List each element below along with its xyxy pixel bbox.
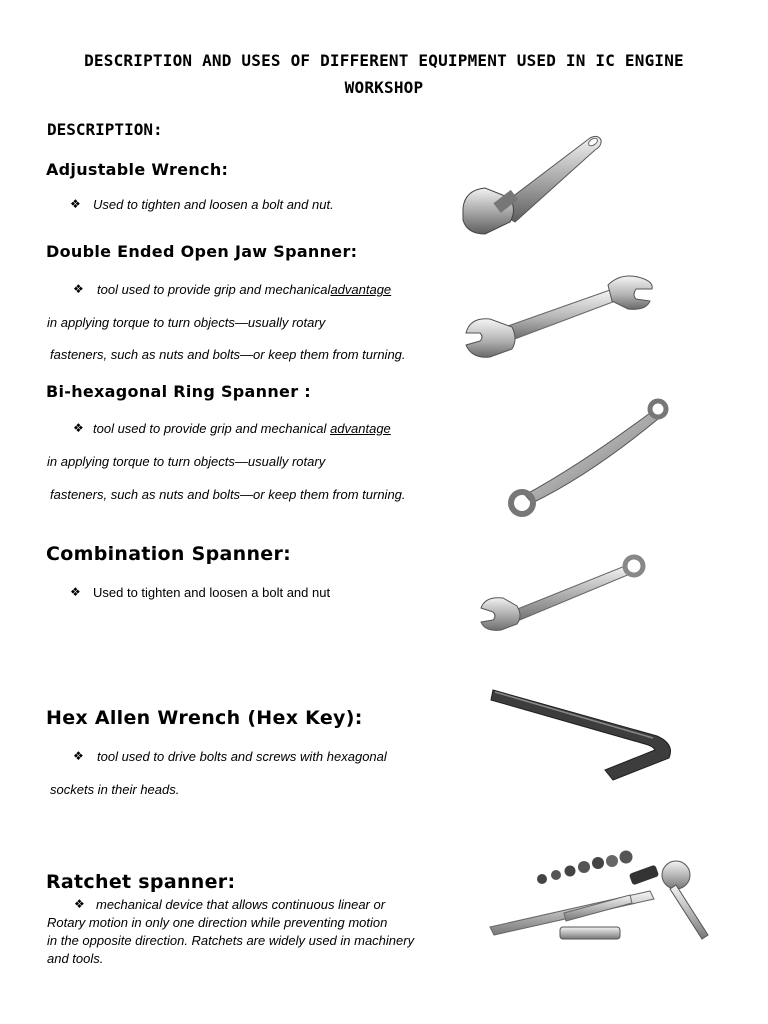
bullet-icon: ❖ xyxy=(73,282,84,296)
adjustable-wrench-text: Used to tighten and loosen a bolt and nut. xyxy=(93,197,334,212)
ratchet-set-image xyxy=(480,835,720,960)
double-ended-text-1: tool used to provide grip and mechanicaladvantage xyxy=(97,282,392,297)
heading-double-ended-spanner: Double Ended Open Jaw Spanner: xyxy=(46,242,358,261)
ratchet-text-2: Rotary motion in only one direction while preventing motion xyxy=(47,915,388,930)
ring-spanner-image xyxy=(500,395,680,525)
ratchet-text-1: mechanical device that allows continuous linear or xyxy=(96,897,386,912)
ratchet-text-3: in the opposite direction. Ratchets are widely used in machinery xyxy=(47,933,415,948)
double-ended-spanner-image xyxy=(460,265,660,365)
heading-hex-allen-wrench: Hex Allen Wrench (Hex Key): xyxy=(46,707,363,729)
double-ended-text-2: in applying torque to turn objects—usually rotary xyxy=(47,315,326,330)
heading-ratchet-spanner: Ratchet spanner: xyxy=(46,871,236,893)
advantage-underline: advantage xyxy=(330,282,392,297)
ratchet-text-4: and tools. xyxy=(47,951,104,966)
bullet-icon: ❖ xyxy=(70,197,81,211)
ring-spanner-text-1: tool used to provide grip and mechanical advantage xyxy=(93,421,391,436)
heading-combination-spanner: Combination Spanner: xyxy=(46,543,292,565)
adjustable-wrench-image xyxy=(455,130,605,240)
title-line-2: WORKSHOP xyxy=(344,78,424,97)
hex-allen-text-1: tool used to drive bolts and screws with hexagonal xyxy=(97,749,387,764)
bullet-icon: ❖ xyxy=(73,421,84,435)
bullet-icon: ❖ xyxy=(73,749,84,763)
double-ended-text-3: fasteners, such as nuts and bolts—or keep them from turning. xyxy=(50,347,406,362)
document-title xyxy=(30,47,738,101)
ring-spanner-text-3: fasteners, such as nuts and bolts—or keep them from turning. xyxy=(50,487,406,502)
title-line-1: DESCRIPTION AND USES OF DIFFERENT EQUIPMENT USED IN IC ENGINE xyxy=(84,51,684,70)
heading-bi-hexagonal-ring-spanner: Bi-hexagonal Ring Spanner : xyxy=(46,382,311,401)
bullet-icon: ❖ xyxy=(74,897,85,911)
heading-adjustable-wrench: Adjustable Wrench: xyxy=(46,160,229,179)
description-label: DESCRIPTION: xyxy=(47,120,163,139)
hex-allen-text-2: sockets in their heads. xyxy=(50,782,180,797)
combination-spanner-image xyxy=(475,550,655,640)
combination-spanner-text: Used to tighten and loosen a bolt and nut xyxy=(93,585,331,600)
ring-spanner-text-2: in applying torque to turn objects—usually rotary xyxy=(47,454,326,469)
hex-allen-wrench-image xyxy=(485,680,685,790)
bullet-icon: ❖ xyxy=(70,585,81,599)
